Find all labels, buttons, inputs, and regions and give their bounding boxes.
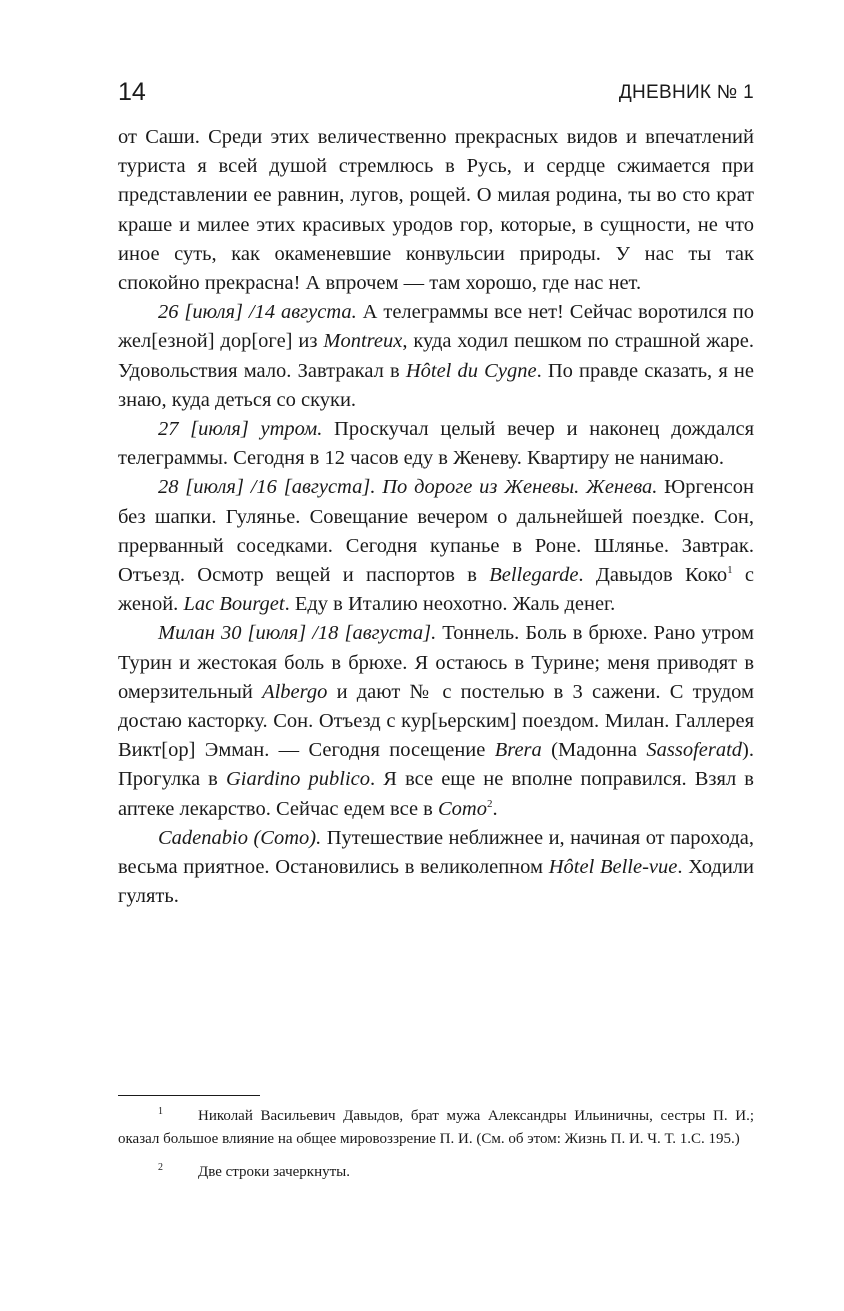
paragraph-3: 27 [июля] утром. Проскучал целый вечер и наконец дождался телеграммы. Сегодня в 12 часов еду в Женеву. Квартиру не нанимаю. [118,418,754,470]
entry-date: Cadenabio (Como). [158,826,322,849]
entry-date: 28 [июля] /16 [августа]. По дороге из Женевы. Женева. [158,476,658,499]
page-header [118,78,754,112]
entry-date: 27 [июля] утром. [158,418,323,441]
body-text [118,123,754,911]
paragraph-2: 26 [июля] /14 августа. А телеграммы все нет! Сейчас воротился по жел[езной] дор[оге] из Montreux, куда ходил пешком по страшной жаре. Удовольствия мало. Завтракал в Hôtel du Cygne. По правде сказать, я не знаю, куда деться со скуки. [118,301,754,411]
entry-date: Милан 30 [июля] /18 [августа]. [158,622,437,645]
footnote-text: Две строки зачеркнуты. [198,1164,350,1180]
page-number: 14 [118,78,146,106]
footnote-ref-1[interactable]: 1 [727,564,733,577]
entry-date: 26 [июля] /14 августа. [158,301,357,324]
footnote-2: 2 Две строки зачеркнуты. [158,1162,350,1180]
paragraph-5: Милан 30 [июля] /18 [августа]. Тоннель. Боль в брюхе. Рано утром Турин и жестокая боль в брюхе. Я остаюсь в Турине; меня приводят в омерзительный Albergo и дают № с постелью в 3 сажени. С трудом достаю касторку. Сон. Отъезд с кур[ьерским] поездом. Милан. Галлерея Викт[ор] Эмман. — Сегодня посещение Brera (Мадонна Sassoferatd). Прогулка в Giardino publico. Я все еще не вполне поправился. Взял в аптеке лекарство. Сейчас едем все в Como$^2$. [118,622,755,820]
footnote-1: 1 Николай Васильевич Давыдов, брат мужа Александры Ильиничны, сестры П. И.; оказал большое влияние на общее мировоззрение П. И. (См. об этом: Жизнь П. И. Ч. Т. 1.С. 195.) [118,1106,754,1147]
footnote-divider [118,1095,260,1096]
footnotes [118,1105,754,1184]
footnote-text: Николай Васильевич Давыдов, брат мужа Александры Ильиничны, сестры П. И.; оказал большое влияние на общее мировоззрение П. И. (См. об этом: Жизнь П. И. Ч. Т. 1.С. 195.) [118,1108,754,1147]
running-head: ДНЕВНИК № 1 [618,82,754,103]
paragraph-4: 28 [июля] /16 [августа]. По дороге из Женевы. Женева. Юргенсон без шапки. Гулянье. Совещание вечером о дальнейшей поездке. Сон, прерванный соседками. Сегодня купанье в Роне. Шлянье. Завтрак. Отъезд. Осмотр вещей и паспортов в Bellegarde. Давыдов Коко$^1$ с женой. Lac Bourget. Еду в Италию неохотно. Жаль денег. [118,476,755,616]
paragraph-1: от Саши. Среди этих величественно прекрасных видов и впечатлений туриста я всей душой стремлюсь в Русь, и сердце сжимается при представлении ее равнин, лугов, рощей. О милая родина, ты во сто крат краше и милее этих красивых уродов гор, которые, в сущности, не что иное суть, как окаменевшие конвульсии природы. У нас ты так спокойно прекрасна! А впрочем — там хорошо, где нас нет. [118,126,754,295]
footnote-ref-2[interactable]: 2 [486,797,493,810]
paragraph-6: Cadenabio (Como). Путешествие неближнее и, начиная от парохода, весьма приятное. Остановились в великолепном Hôtel Belle-vue. Ходили гулять. [118,826,754,908]
